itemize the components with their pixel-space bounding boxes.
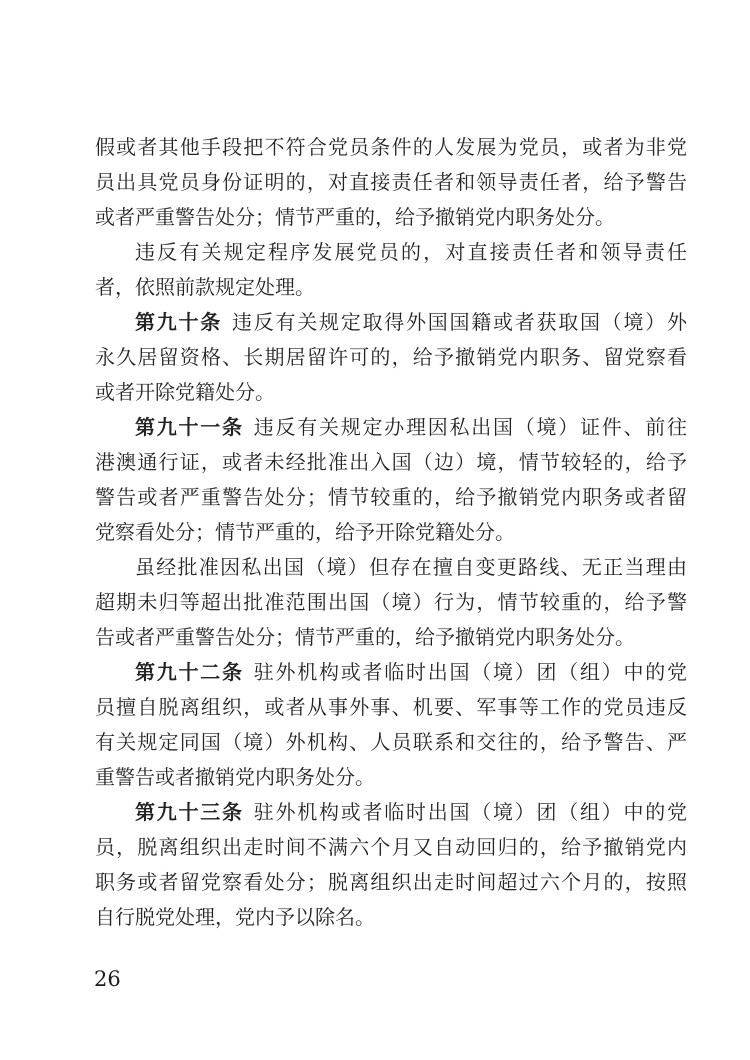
article-90-number: 第九十条: [135, 310, 222, 334]
text-line: 或者开除党籍处分。: [95, 380, 275, 404]
text-line: 党察看处分；情节严重的，给予开除党籍处分。: [95, 520, 515, 544]
text-line: 有关规定同国（境）外机构、人员联系和交往的，给予警告、严: [95, 730, 687, 754]
article-92-text: 驻外机构或者临时出国（境）团（组）中的党: [253, 660, 687, 684]
text-line: 假或者其他手段把不符合党员条件的人发展为党员，或者为非党: [95, 135, 687, 159]
text-line: 员擅自脱离组织，或者从事外事、机要、军事等工作的党员违反: [95, 695, 687, 719]
text-line: 职务或者留党察看处分；脱离组织出走时间超过六个月的，按照: [95, 870, 687, 894]
text-line: 告或者严重警告处分；情节严重的，给予撤销党内职务处分。: [95, 625, 635, 649]
text-line: 重警告或者撤销党内职务处分。: [95, 765, 375, 789]
text-line: 港澳通行证，或者未经批准出入国（边）境，情节较轻的，给予: [95, 450, 687, 474]
text-line: [95, 410, 687, 445]
text-line: 虽经批准因私出国（境）但存在擅自变更路线、无正当理由: [135, 555, 687, 579]
text-line: [95, 795, 687, 830]
article-92-number: 第九十二条: [135, 660, 244, 684]
text-line: [95, 655, 687, 690]
text-line: 员出具党员身份证明的，对直接责任者和领导责任者，给予警告: [95, 170, 687, 194]
document-text-block: [95, 130, 687, 935]
text-line: 者，依照前款规定处理。: [95, 275, 315, 299]
text-line: 永久居留资格、长期居留许可的，给予撤销党内职务、留党察看: [95, 345, 687, 369]
article-91-number: 第九十一条: [135, 415, 244, 439]
article-93-text: 驻外机构或者临时出国（境）团（组）中的党: [253, 800, 687, 824]
text-line: 违反有关规定程序发展党员的，对直接责任者和领导责任: [135, 240, 687, 264]
text-line: [95, 305, 687, 340]
text-line: 超期未归等超出批准范围出国（境）行为，情节较重的，给予警: [95, 590, 687, 614]
page-number: 26: [94, 967, 121, 991]
text-line: 警告或者严重警告处分；情节较重的，给予撤销党内职务或者留: [95, 485, 687, 509]
article-90-text: 违反有关规定取得外国国籍或者获取国（境）外: [232, 310, 687, 334]
text-line: 或者严重警告处分；情节严重的，给予撤销党内职务处分。: [95, 205, 615, 229]
text-line: 自行脱党处理，党内予以除名。: [95, 905, 375, 929]
article-91-text: 违反有关规定办理因私出国（境）证件、前往: [253, 415, 687, 439]
text-line: 员，脱离组织出走时间不满六个月又自动回归的，给予撤销党内: [95, 835, 687, 859]
article-93-number: 第九十三条: [135, 800, 244, 824]
